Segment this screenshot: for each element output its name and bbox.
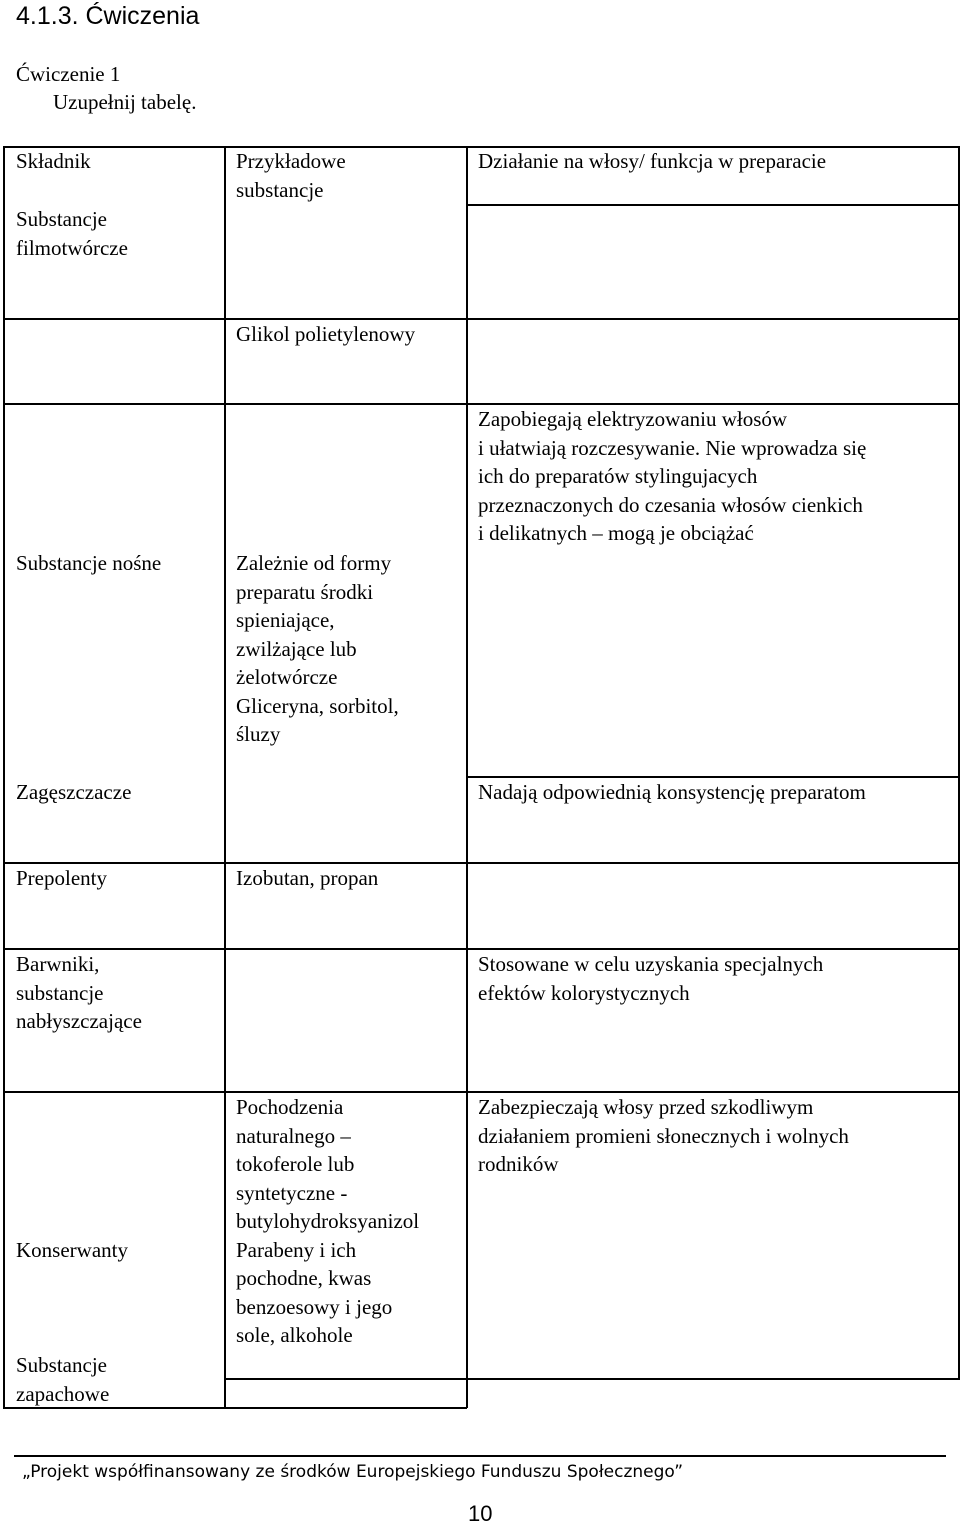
table-border-left xyxy=(3,146,5,1408)
cell-fragrances: Substancje zapachowe xyxy=(16,1353,110,1406)
header-example-substances: Przykładowe substancje xyxy=(236,149,346,202)
cell-protection-action: Zabezpieczają włosy przed szkodliwym działaniem promieni słonecznych i wolnych rodników xyxy=(478,1095,849,1176)
cell-consistency-action: Nadają odpowiednią konsystencję preparatom xyxy=(478,780,866,804)
cell-propellants: Prepolenty xyxy=(16,866,107,890)
table-border-right xyxy=(958,146,960,1379)
header-action: Działanie na włosy/ funkcja w preparacie xyxy=(478,149,827,173)
table-column-divider xyxy=(224,146,226,1408)
cell-dyes: Barwniki, substancje nabłyszczające xyxy=(16,952,142,1033)
section-title: 4.1.3. Ćwiczenia xyxy=(16,2,200,30)
table-rule xyxy=(3,318,960,320)
table-rule xyxy=(466,204,960,206)
cell-propellant-examples: Izobutan, propan xyxy=(236,866,379,890)
footer-divider xyxy=(14,1455,946,1457)
cell-antistatic-action: Zapobiegają elektryzowaniu włosów i ułatwiają rozczesywanie. Nie wprowadza się ich do preparatów stylingujacych przeznaczonych do czesania włosów cienkich i delikatnych – mogą je obciążać xyxy=(478,407,867,545)
exercise-instruction: Uzupełnij tabelę. xyxy=(53,90,197,114)
cell-preservative-examples: Pochodzenia naturalnego – tokoferole lub syntetyczne - butylohydroksyanizol Parabeny i ich pochodne, kwas benzoesowy i jego sole, alkohole xyxy=(236,1095,420,1347)
cell-film-forming: Substancje filmotwórcze xyxy=(16,207,128,260)
header-component: Składnik xyxy=(16,149,91,173)
page-number: 10 xyxy=(468,1501,493,1526)
cell-thickeners: Zagęszczacze xyxy=(16,780,132,804)
table-rule xyxy=(224,1378,960,1380)
cell-carriers: Substancje nośne xyxy=(16,551,162,575)
cell-preservatives: Konserwanty xyxy=(16,1238,128,1262)
footer-funding-note: „Projekt współfinansowany ze środków Europejskiego Funduszu Społecznego” xyxy=(22,1462,684,1482)
cell-glycol: Glikol polietylenowy xyxy=(236,322,416,346)
table-rule xyxy=(3,862,960,864)
exercise-title: Ćwiczenie 1 xyxy=(16,62,121,86)
cell-carrier-examples: Zależnie od formy preparatu środki spieniające, zwilżające lub żelotwórcze Gliceryna, sorbitol, śluzy xyxy=(236,551,399,746)
table-column-divider xyxy=(466,146,468,1408)
cell-color-action: Stosowane w celu uzyskania specjalnych efektów kolorystycznych xyxy=(478,952,824,1005)
